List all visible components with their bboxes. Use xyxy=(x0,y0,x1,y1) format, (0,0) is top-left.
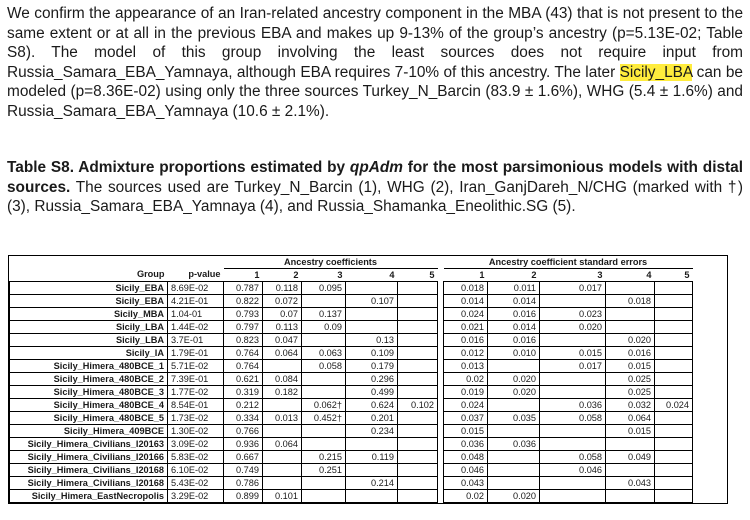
cell-trailing xyxy=(693,464,728,477)
cell-pvalue: 1.44E-02 xyxy=(168,321,224,334)
cell-pvalue: 3.09E-02 xyxy=(168,438,224,451)
col-header-coeff-1: 1 xyxy=(254,269,260,280)
cell-group: Sicily_Himera_Civilians_I20168 xyxy=(10,464,168,477)
cell-coeff-4: 0.499 xyxy=(346,386,398,399)
cell-se-5 xyxy=(655,347,693,360)
cell-coeff-3: 0.137 xyxy=(302,308,346,321)
cell-coeff-2 xyxy=(263,399,302,412)
cell-se-3: 0.023 xyxy=(540,308,606,321)
cell-se-5 xyxy=(655,425,693,438)
col-header-se-1: 1 xyxy=(479,269,485,280)
cell-trailing xyxy=(693,321,728,334)
cell-group: Sicily_Himera_480BCE_2 xyxy=(10,373,168,386)
col-header-trailing xyxy=(693,269,728,282)
cell-se-3 xyxy=(540,373,606,386)
cell-trailing xyxy=(693,308,728,321)
cell-coeff-1: 0.793 xyxy=(224,308,263,321)
cell-se-3: 0.017 xyxy=(540,282,606,295)
cell-coeff-2: 0.101 xyxy=(263,490,302,503)
highlighted-term: Sicily_LBA xyxy=(619,63,693,81)
cell-coeff-2 xyxy=(263,425,302,438)
cell-trailing xyxy=(693,451,728,464)
cell-pvalue: 1.73E-02 xyxy=(168,412,224,425)
cell-coeff-5 xyxy=(398,347,438,360)
cell-se-3: 0.058 xyxy=(540,412,606,425)
cell-coeff-3 xyxy=(302,438,346,451)
cell-coeff-4: 0.13 xyxy=(346,334,398,347)
cell-coeff-4 xyxy=(346,321,398,334)
cell-coeff-2: 0.072 xyxy=(263,295,302,308)
cell-se-3: 0.020 xyxy=(540,321,606,334)
cell-trailing xyxy=(693,477,728,490)
cell-coeff-4: 0.214 xyxy=(346,477,398,490)
cell-trailing xyxy=(693,282,728,295)
cell-se-2 xyxy=(488,399,540,412)
cell-coeff-4: 0.179 xyxy=(346,360,398,373)
cell-group: Sicily_Himera_Civilians_I20168 xyxy=(10,477,168,490)
cell-coeff-3: 0.058 xyxy=(302,360,346,373)
cell-coeff-4: 0.119 xyxy=(346,451,398,464)
cell-coeff-5 xyxy=(398,425,438,438)
cell-coeff-2 xyxy=(263,451,302,464)
cell-coeff-2: 0.07 xyxy=(263,308,302,321)
cell-se-5: 0.024 xyxy=(655,399,693,412)
cell-se-3 xyxy=(540,334,606,347)
cell-se-3: 0.017 xyxy=(540,360,606,373)
cell-group: Sicily_Himera_480BCE_4 xyxy=(10,399,168,412)
cell-se-4 xyxy=(606,308,655,321)
col-header-group: Group xyxy=(136,269,165,280)
cell-coeff-1: 0.667 xyxy=(224,451,263,464)
cell-group: Sicily_Himera_480BCE_3 xyxy=(10,386,168,399)
cell-coeff-2: 0.084 xyxy=(263,373,302,386)
cell-se-3: 0.036 xyxy=(540,399,606,412)
table-row xyxy=(10,308,728,321)
cell-coeff-1: 0.786 xyxy=(224,477,263,490)
cell-se-5 xyxy=(655,334,693,347)
cell-se-1: 0.018 xyxy=(444,282,488,295)
col-header-se-5: 5 xyxy=(684,269,690,280)
table-row xyxy=(10,412,728,425)
col-header-se-3: 3 xyxy=(597,269,603,280)
cell-coeff-1: 0.749 xyxy=(224,464,263,477)
cell-group: Sicily_Himera_Civilians_I20166 xyxy=(10,451,168,464)
cell-group: Sicily_EBA xyxy=(10,282,168,295)
cell-coeff-3: 0.062† xyxy=(302,399,346,412)
cell-coeff-4 xyxy=(346,490,398,503)
cell-group: Sicily_Himera_EastNecropolis xyxy=(10,490,168,503)
cell-se-3 xyxy=(540,425,606,438)
cell-se-4: 0.018 xyxy=(606,295,655,308)
cell-coeff-3: 0.095 xyxy=(302,282,346,295)
cell-coeff-2 xyxy=(263,360,302,373)
cell-trailing xyxy=(693,334,728,347)
cell-coeff-3: 0.215 xyxy=(302,451,346,464)
cell-se-2: 0.020 xyxy=(488,490,540,503)
table-row xyxy=(10,490,728,503)
cell-coeff-3 xyxy=(302,477,346,490)
col-header-pvalue: p-value xyxy=(188,269,221,280)
cell-coeff-3 xyxy=(302,373,346,386)
cell-se-3 xyxy=(540,490,606,503)
admixture-table xyxy=(8,255,728,504)
cell-se-2: 0.011 xyxy=(488,282,540,295)
cell-se-1: 0.015 xyxy=(444,425,488,438)
cell-coeff-1: 0.797 xyxy=(224,321,263,334)
col-header-se-4: 4 xyxy=(646,269,652,280)
cell-coeff-5 xyxy=(398,490,438,503)
cell-coeff-1: 0.822 xyxy=(224,295,263,308)
table-row xyxy=(10,399,728,412)
cell-coeff-2 xyxy=(263,477,302,490)
col-header-se-2: 2 xyxy=(531,269,537,280)
cell-se-5 xyxy=(655,360,693,373)
cell-se-1: 0.02 xyxy=(444,373,488,386)
cell-coeff-2: 0.118 xyxy=(263,282,302,295)
cell-se-4 xyxy=(606,321,655,334)
cell-se-2 xyxy=(488,360,540,373)
cell-se-3: 0.058 xyxy=(540,451,606,464)
cell-coeff-1: 0.766 xyxy=(224,425,263,438)
cell-se-4: 0.032 xyxy=(606,399,655,412)
cell-se-2: 0.014 xyxy=(488,321,540,334)
cell-coeff-4: 0.109 xyxy=(346,347,398,360)
caption-method: qpAdm xyxy=(349,159,403,176)
cell-trailing xyxy=(693,412,728,425)
cell-se-5 xyxy=(655,477,693,490)
cell-pvalue: 6.10E-02 xyxy=(168,464,224,477)
cell-coeff-1: 0.764 xyxy=(224,360,263,373)
cell-coeff-5 xyxy=(398,295,438,308)
cell-coeff-2 xyxy=(263,464,302,477)
cell-se-4: 0.043 xyxy=(606,477,655,490)
cell-se-4: 0.025 xyxy=(606,386,655,399)
cell-coeff-2: 0.013 xyxy=(263,412,302,425)
cell-coeff-4: 0.296 xyxy=(346,373,398,386)
cell-coeff-5 xyxy=(398,464,438,477)
cell-coeff-5 xyxy=(398,308,438,321)
cell-se-1: 0.043 xyxy=(444,477,488,490)
cell-coeff-3: 0.063 xyxy=(302,347,346,360)
paragraph-text-2: can be modeled (p=8.36E-02) using only the three sources Turkey_N_Barcin (83.9 ± 1.6%), WHG (5.4 ± 1.6%) and Russia_Samara_EBA_Yamnaya (10.6 ± 2.1%). xyxy=(7,63,743,120)
cell-group: Sicily_MBA xyxy=(10,308,168,321)
col-header-coeff-5: 5 xyxy=(429,269,435,280)
cell-coeff-5 xyxy=(398,451,438,464)
cell-coeff-2: 0.064 xyxy=(263,347,302,360)
cell-pvalue: 7.39E-01 xyxy=(168,373,224,386)
cell-se-1: 0.016 xyxy=(444,334,488,347)
cell-coeff-3: 0.09 xyxy=(302,321,346,334)
cell-trailing xyxy=(693,438,728,451)
table-row xyxy=(10,360,728,373)
caption-title: Table S8. Admixture proportions estimated by xyxy=(7,159,350,176)
cell-se-2: 0.016 xyxy=(488,334,540,347)
cell-coeff-4 xyxy=(346,438,398,451)
cell-coeff-3 xyxy=(302,386,346,399)
cell-group: Sicily_Himera_480BCE_5 xyxy=(10,412,168,425)
cell-se-1: 0.012 xyxy=(444,347,488,360)
cell-coeff-1: 0.334 xyxy=(224,412,263,425)
cell-coeff-5: 0.102 xyxy=(398,399,438,412)
cell-trailing xyxy=(693,425,728,438)
cell-se-5 xyxy=(655,386,693,399)
table-row xyxy=(10,386,728,399)
col-header-coeff-4: 4 xyxy=(389,269,395,280)
cell-se-3 xyxy=(540,438,606,451)
cell-coeff-5 xyxy=(398,412,438,425)
cell-pvalue: 3.29E-02 xyxy=(168,490,224,503)
cell-trailing xyxy=(693,490,728,503)
se-group-header: Ancestry coefficient standard errors xyxy=(444,256,693,269)
cell-coeff-3: 0.452† xyxy=(302,412,346,425)
cell-trailing xyxy=(693,386,728,399)
cell-group: Sicily_Himera_480BCE_1 xyxy=(10,360,168,373)
cell-se-2: 0.035 xyxy=(488,412,540,425)
caption-description: The sources used are Turkey_N_Barcin (1), WHG (2), Iran_GanjDareh_N/CHG (marked with †) (3), Russia_Samara_EBA_Yamnaya (4), and Russia_Shamanka_Eneolithic.SG (5). xyxy=(7,178,743,216)
cell-coeff-3: 0.251 xyxy=(302,464,346,477)
cell-coeff-1: 0.764 xyxy=(224,347,263,360)
cell-coeff-1: 0.899 xyxy=(224,490,263,503)
cell-se-5 xyxy=(655,321,693,334)
cell-se-1: 0.024 xyxy=(444,399,488,412)
cell-trailing xyxy=(693,295,728,308)
cell-se-2 xyxy=(488,477,540,490)
cell-se-4: 0.015 xyxy=(606,360,655,373)
cell-se-5 xyxy=(655,295,693,308)
cell-coeff-3 xyxy=(302,490,346,503)
cell-group: Sicily_LBA xyxy=(10,334,168,347)
cell-se-3 xyxy=(540,386,606,399)
cell-se-4: 0.016 xyxy=(606,347,655,360)
cell-se-5 xyxy=(655,412,693,425)
cell-coeff-3 xyxy=(302,334,346,347)
table-row xyxy=(10,282,728,295)
cell-coeff-1: 0.319 xyxy=(224,386,263,399)
cell-se-2: 0.020 xyxy=(488,373,540,386)
cell-se-4 xyxy=(606,282,655,295)
cell-coeff-4 xyxy=(346,282,398,295)
table-row xyxy=(10,347,728,360)
table-caption xyxy=(7,158,743,217)
paragraph-text-1: We confirm the appearance of an Iran-related ancestry component in the MBA (43) that is not present to the same extent or at all in the previous EBA and makes up 9-13% of the group’s ancestry (p=5.13E-02; Table S8). The model of this group involving the least sources does not require input from Russia_Samara_EBA_Yamnaya, although EBA requires 7-10% of this ancestry. The later xyxy=(7,5,743,81)
cell-se-1: 0.036 xyxy=(444,438,488,451)
cell-coeff-4: 0.234 xyxy=(346,425,398,438)
cell-coeff-1: 0.621 xyxy=(224,373,263,386)
cell-se-5 xyxy=(655,373,693,386)
cell-se-1: 0.014 xyxy=(444,295,488,308)
cell-se-1: 0.021 xyxy=(444,321,488,334)
body-paragraph xyxy=(7,4,743,122)
cell-se-3: 0.046 xyxy=(540,464,606,477)
cell-pvalue: 3.7E-01 xyxy=(168,334,224,347)
cell-trailing xyxy=(693,360,728,373)
cell-se-2 xyxy=(488,425,540,438)
cell-coeff-1: 0.787 xyxy=(224,282,263,295)
cell-se-4: 0.020 xyxy=(606,334,655,347)
cell-coeff-1: 0.212 xyxy=(224,399,263,412)
cell-se-4 xyxy=(606,490,655,503)
cell-se-5 xyxy=(655,464,693,477)
cell-coeff-5 xyxy=(398,334,438,347)
cell-coeff-5 xyxy=(398,373,438,386)
cell-coeff-1: 0.936 xyxy=(224,438,263,451)
cell-pvalue: 5.43E-02 xyxy=(168,477,224,490)
cell-se-3 xyxy=(540,477,606,490)
cell-se-2: 0.036 xyxy=(488,438,540,451)
cell-trailing xyxy=(693,373,728,386)
cell-se-2 xyxy=(488,464,540,477)
cell-pvalue: 8.54E-01 xyxy=(168,399,224,412)
cell-coeff-2: 0.182 xyxy=(263,386,302,399)
cell-coeff-5 xyxy=(398,360,438,373)
cell-pvalue: 8.69E-02 xyxy=(168,282,224,295)
cell-group: Sicily_Himera_Civilians_I20163 xyxy=(10,438,168,451)
table-row xyxy=(10,438,728,451)
caption-title-end: for the most parsimonious models with distal sources. xyxy=(7,159,743,196)
cell-se-1: 0.046 xyxy=(444,464,488,477)
cell-coeff-5 xyxy=(398,321,438,334)
coeff-group-header: Ancestry coefficients xyxy=(224,256,438,269)
cell-coeff-3 xyxy=(302,425,346,438)
cell-coeff-2: 0.064 xyxy=(263,438,302,451)
cell-coeff-5 xyxy=(398,386,438,399)
cell-se-4: 0.064 xyxy=(606,412,655,425)
cell-se-1: 0.02 xyxy=(444,490,488,503)
cell-group: Sicily_LBA xyxy=(10,321,168,334)
cell-se-1: 0.013 xyxy=(444,360,488,373)
cell-group: Sicily_IA xyxy=(10,347,168,360)
cell-se-4: 0.015 xyxy=(606,425,655,438)
cell-pvalue: 4.21E-01 xyxy=(168,295,224,308)
cell-pvalue: 1.77E-02 xyxy=(168,386,224,399)
cell-coeff-5 xyxy=(398,438,438,451)
cell-pvalue: 1.04-01 xyxy=(168,308,224,321)
cell-se-3: 0.015 xyxy=(540,347,606,360)
table-row xyxy=(10,334,728,347)
table-row xyxy=(10,477,728,490)
cell-coeff-4: 0.201 xyxy=(346,412,398,425)
cell-se-5 xyxy=(655,451,693,464)
col-header-coeff-2: 2 xyxy=(293,269,299,280)
table-row xyxy=(10,321,728,334)
cell-coeff-1: 0.823 xyxy=(224,334,263,347)
cell-se-5 xyxy=(655,282,693,295)
cell-coeff-5 xyxy=(398,282,438,295)
cell-coeff-4: 0.624 xyxy=(346,399,398,412)
table-row xyxy=(10,451,728,464)
cell-se-4: 0.025 xyxy=(606,373,655,386)
cell-se-1: 0.019 xyxy=(444,386,488,399)
table-row xyxy=(10,464,728,477)
cell-se-5 xyxy=(655,490,693,503)
cell-pvalue: 1.30E-02 xyxy=(168,425,224,438)
cell-coeff-5 xyxy=(398,477,438,490)
cell-group: Sicily_Himera_409BCE xyxy=(10,425,168,438)
cell-se-2 xyxy=(488,451,540,464)
cell-se-1: 0.048 xyxy=(444,451,488,464)
cell-coeff-4 xyxy=(346,464,398,477)
cell-pvalue: 5.83E-02 xyxy=(168,451,224,464)
col-header-coeff-3: 3 xyxy=(337,269,343,280)
cell-se-2: 0.010 xyxy=(488,347,540,360)
cell-se-3 xyxy=(540,295,606,308)
cell-se-4: 0.049 xyxy=(606,451,655,464)
cell-se-4 xyxy=(606,438,655,451)
cell-pvalue: 1.79E-01 xyxy=(168,347,224,360)
cell-pvalue: 5.71E-02 xyxy=(168,360,224,373)
cell-se-2: 0.020 xyxy=(488,386,540,399)
cell-se-2: 0.014 xyxy=(488,295,540,308)
table-row xyxy=(10,425,728,438)
cell-coeff-3 xyxy=(302,295,346,308)
cell-se-1: 0.024 xyxy=(444,308,488,321)
cell-trailing xyxy=(693,399,728,412)
cell-group: Sicily_EBA xyxy=(10,295,168,308)
table-row xyxy=(10,295,728,308)
cell-se-5 xyxy=(655,308,693,321)
cell-coeff-4: 0.107 xyxy=(346,295,398,308)
cell-coeff-4 xyxy=(346,308,398,321)
cell-se-1: 0.037 xyxy=(444,412,488,425)
table-row xyxy=(10,373,728,386)
cell-coeff-2: 0.113 xyxy=(263,321,302,334)
cell-se-2: 0.016 xyxy=(488,308,540,321)
cell-trailing xyxy=(693,347,728,360)
cell-se-5 xyxy=(655,438,693,451)
cell-coeff-2: 0.047 xyxy=(263,334,302,347)
cell-se-4 xyxy=(606,464,655,477)
